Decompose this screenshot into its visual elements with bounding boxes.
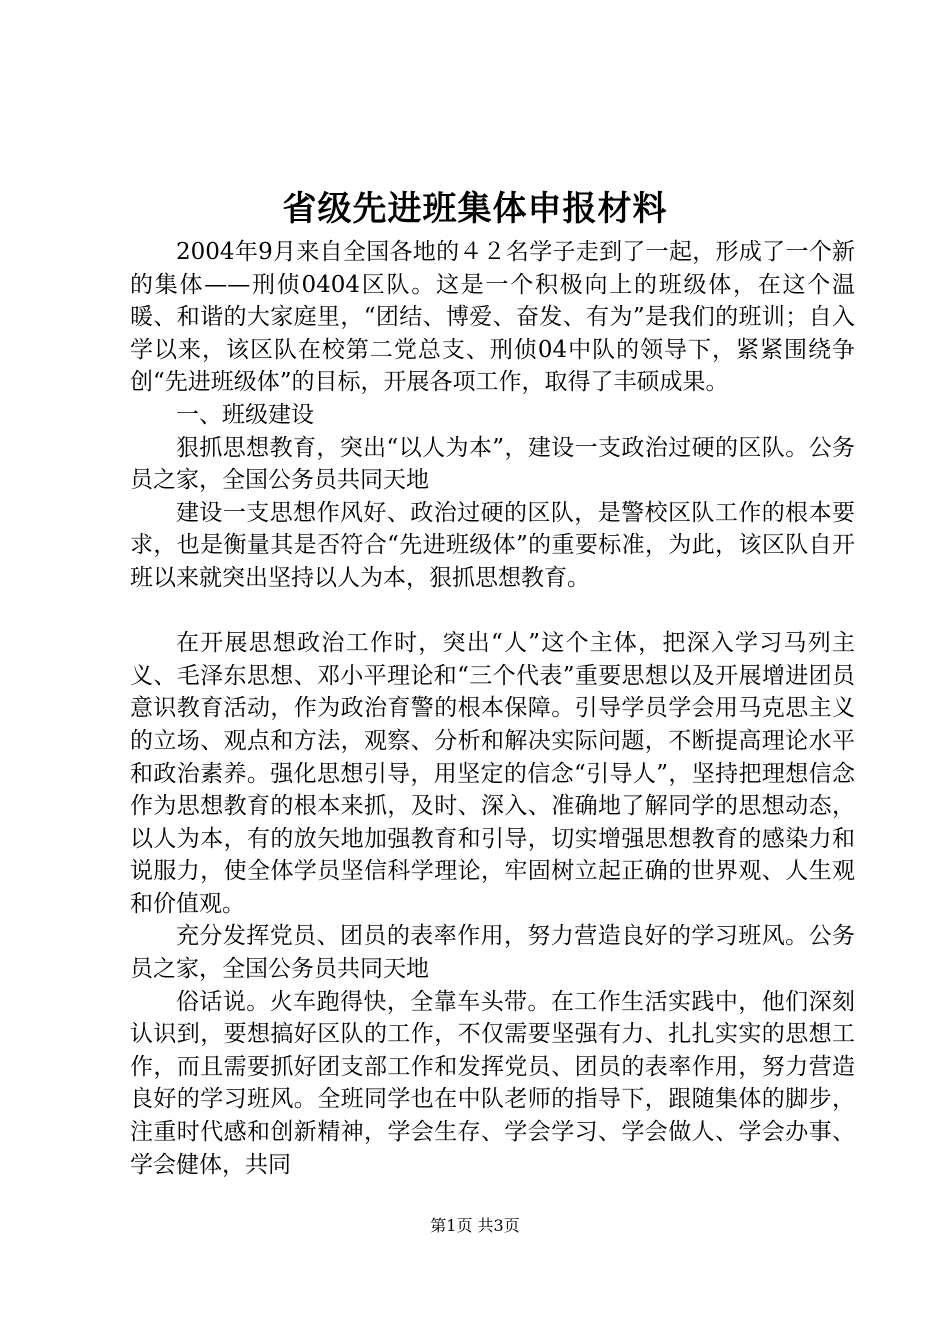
section-heading-class-building: 一、班级建设 [176,401,314,428]
paragraph-political-work: 在开展思想政治工作时，突出“人”这个主体，把深入学习马列主义、毛泽东思想、邓小平理论和“三个代表”重要思想以及开展增进团员意识教育活动，作为政治育警的根本保障。引导学员学会用马克思主义的立场、观点和方法，观察、分析和解决实际问题，不断提高理论水平和政治素养。强化思想引导，用坚定的信念“引导人”，坚持把理想信念作为思想教育的根本来抓，及时、深入、准确地了解同学的思想动态，以人为本，有的放矢地加强教育和引导，切实增强思想教育的感染力和说服力，使全体学员坚信科学理论，牢固树立起正确的世界观、人生观和价值观。 [130,630,855,917]
paragraph-spacer [130,595,855,628]
paragraph-ideology-requirement: 建设一支思想作风好、政治过硬的区队，是警校区队工作的根本要求，也是衡量其是否符合“先进班级体”的重要标准，为此，该区队自开班以来就突出坚持以人为本，狠抓思想教育。 [130,499,855,591]
page-footer: 第1页 共3页 [430,1216,520,1235]
paragraph-subheading-role-model: 充分发挥党员、团员的表率作用，努力营造良好的学习班风。公务员之家，全国公务员共同天地 [130,923,855,983]
document-title: 省级先进班集体申报材料 [282,189,668,229]
paragraph-subheading-ideology: 狠抓思想教育，突出“以人为本”，建设一支政治过硬的区队。公务员之家，全国公务员共同天地 [130,434,855,494]
paragraph-intro: 2004年9月来自全国各地的４２名学子走到了一起，形成了一个新的集体——刑侦0404区队。这是一个积极向上的班级体，在这个温暖、和谐的大家庭里，“团结、博爱、奋发、有为”是我们的班训；自入学以来，该区队在校第二党总支、刑侦04中队的领导下，紧紧围绕争创“先进班级体”的目标，开展各项工作，取得了丰硕成果。 [130,239,855,396]
paragraph-role-model: 俗话说。火车跑得快，全靠车头带。在工作生活实践中，他们深刻认识到，要想搞好区队的工作，不仅需要坚强有力、扎扎实实的思想工作，而且需要抓好团支部工作和发挥党员、团员的表率作用，努力营造良好的学习班风。全班同学也在中队老师的指导下，跟随集体的脚步，注重时代感和创新精神，学会生存、学会学习、学会做人、学会办事、学会健体，共同 [130,988,855,1178]
document-body [130,236,855,1181]
